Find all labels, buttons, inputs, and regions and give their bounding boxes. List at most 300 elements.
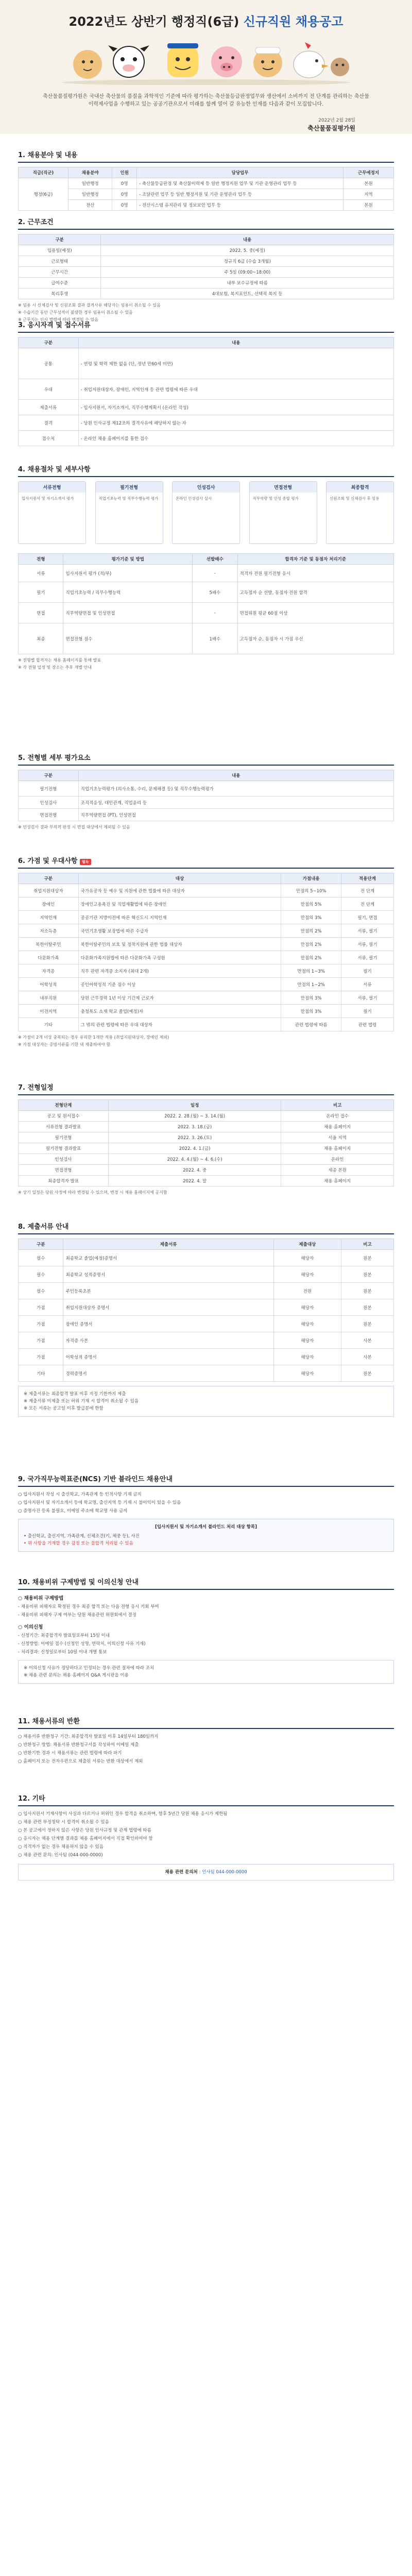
evaluation-table: [18, 770, 394, 821]
notes: [18, 1034, 394, 1048]
step-body: 입사지원서 및 자기소개서 평가: [22, 496, 74, 501]
table-header: 제출대상: [273, 1239, 341, 1250]
section-blind-recruit: [18, 1473, 394, 1552]
step-title: 최종합격: [327, 482, 393, 493]
table-row: [19, 245, 394, 256]
table-cell: 조직적응성, 대인관계, 직업윤리 등: [78, 796, 393, 809]
table-cell: 북한이탈주민의 보호 및 정착지원에 관한 법률 대상자: [78, 938, 281, 951]
table-cell: 만점의 5%: [281, 897, 341, 911]
table-cell: 서류전형 결과발표: [19, 1122, 109, 1132]
section-title: 5. 전형별 세부 평가요소: [18, 752, 394, 766]
table-cell: 원본: [341, 1283, 393, 1299]
table-cell: 해당자: [273, 1299, 341, 1316]
table-cell: 채용 홈페이지: [281, 1143, 394, 1154]
note-line: ※ 가점이 2개 이상 중복되는 경우 유리한 1개만 적용 (취업지원대상자, 장애인 제외): [18, 1035, 169, 1040]
text-line: ○ 반환기한 경과 시 채용서류는 관련 법령에 따라 파기: [18, 1751, 122, 1756]
table-row: [19, 938, 394, 951]
notes: [18, 1189, 394, 1196]
table-cell: 서류: [341, 978, 393, 991]
table-cell: 만점의 2%: [281, 951, 341, 964]
contact-value: 인사팀 044-000-0000: [202, 1870, 247, 1875]
process-step: [326, 481, 394, 544]
hero-banner: [0, 0, 412, 134]
page-title: [0, 11, 412, 29]
text-line: ○ 증명사진 등록 불필요, 이메일 주소에 학교명 사용 금지: [18, 1509, 128, 1514]
table-row: [19, 415, 394, 431]
title-prefix: 2022년도 상반기 행정직(6급): [68, 14, 244, 29]
table-cell: 관련 법령: [341, 1018, 393, 1031]
table-header: 구분: [19, 770, 79, 781]
note-line: ※ 상기 일정은 당원 사정에 따라 변경될 수 있으며, 변경 시 채용 홈페이지에 공지함: [18, 1190, 167, 1195]
step-title: 인성검사: [173, 482, 239, 493]
table-row: [19, 623, 394, 654]
table-cell: 일반행정: [68, 189, 112, 200]
note-line: ※ 근무지는 인사 발령에 따라 변경될 수 있음: [18, 317, 98, 322]
table-cell: 충청북도 소재 학교 졸업(예정)자: [78, 1005, 281, 1018]
table-cell: 공고 및 원서접수: [19, 1111, 109, 1122]
table-row: [19, 178, 394, 189]
text-line: ○ 홈페이지 또는 전자우편으로 제출된 서류는 반환 대상에서 제외: [18, 1759, 143, 1764]
table-row: [19, 991, 394, 1005]
table-cell: 2022. 5. 중(예정): [101, 245, 394, 256]
title-accent: 신규직원 채용공고: [243, 14, 344, 29]
step-body: 직업기초능력 및 직무수행능력 평가: [98, 496, 159, 501]
contact-box: 채용 관련 문의처 : 인사팀 044-000-0000: [18, 1864, 394, 1880]
table-cell: 그 밖의 관련 법령에 따른 우대 대상자: [78, 1018, 281, 1031]
note-line: ※ 제출서류 미제출 또는 허위 기재 시 합격이 취소될 수 있음: [24, 1399, 139, 1404]
table-cell: 2022. 2. 28.(월) ~ 3. 14.(월): [108, 1111, 281, 1122]
notes: [18, 824, 394, 831]
table-cell: 가점: [19, 1349, 63, 1365]
table-cell: 직업기초능력평가 (의사소통, 수리, 문제해결 등) 및 직무수행능력평가: [78, 781, 393, 796]
text-line: ○ 채용서류 반환청구 기간: 최종합격자 발표일 이후 14일부터 180일까지: [18, 1734, 159, 1739]
note-line: ※ 가점 대상자는 증빙서류를 기한 내 제출하여야 함: [18, 1042, 111, 1047]
text-line: ○ 반환청구 방법: 채용서류 반환청구서를 작성하여 이메일 제출: [18, 1742, 139, 1748]
table-cell: 입사지원서 평가 (적/부): [63, 565, 193, 582]
table-cell: 내부 보수규정에 따름: [101, 278, 394, 289]
table-cell: 해당자: [273, 1266, 341, 1283]
section-doc-return: [18, 1716, 394, 1766]
table-cell: 다문화가족지원법에 따른 다문화가족 구성원: [78, 951, 281, 964]
section-process: [18, 464, 394, 671]
table-cell: 필기: [341, 1005, 393, 1018]
table-row: [19, 400, 394, 415]
table-cell: -: [193, 565, 237, 582]
section-title: 11. 채용서류의 반환: [18, 1716, 394, 1729]
table-cell: 고득점자 순, 동점자 시 가점 우선: [237, 623, 393, 654]
note-line: ※ 채용 관련 문의는 채용 홈페이지 Q&A 게시판을 이용: [24, 1673, 129, 1678]
section-title: 9. 국가직무능력표준(NCS) 기반 블라인드 채용안내: [18, 1473, 394, 1487]
section-title: 1. 채용분야 및 내용: [18, 149, 394, 163]
table-row: [19, 809, 394, 821]
table-header: 구분: [19, 1239, 63, 1250]
table-cell: 서류, 필기: [341, 924, 393, 938]
text-line: ○ 입사지원서 작성 시 출신학교, 가족관계 등 인적사항 기재 금지: [18, 1492, 142, 1497]
table-row: [19, 1283, 394, 1299]
table-cell: 근로형태: [19, 256, 101, 267]
table-row: [19, 1365, 394, 1382]
announcement-date: 2022년 2월 28일: [318, 118, 355, 123]
table-row: [19, 1122, 394, 1132]
return-lines: [18, 1733, 394, 1765]
table-cell: 인성검사: [19, 796, 79, 809]
table-header: 구분: [19, 234, 101, 245]
section-title: 10. 채용비위 구제방법 및 이의신청 안내: [18, 1577, 394, 1590]
table-header: 직급(직군): [19, 167, 68, 178]
table-header: 구분: [19, 873, 79, 884]
table-cell: 주민등록초본: [63, 1283, 273, 1299]
note-line: ※ 수습기간 동안 근무성적이 불량한 경우 임용이 취소될 수 있음: [18, 310, 133, 315]
blind-lines: [18, 1491, 394, 1515]
table-cell: 장애인 증명서: [63, 1316, 273, 1332]
table-cell: 면접전형 점수: [63, 623, 193, 654]
section-title-text: 6. 가점 및 우대사항: [18, 857, 78, 865]
text-line: ○ 입사지원서 기재사항이 사실과 다르거나 허위인 경우 합격을 취소하며, 향후 5년간 당원 채용 응시가 제한됨: [18, 1811, 228, 1817]
table-cell: 공통: [19, 348, 79, 379]
table-cell: 만점의 1~2%: [281, 978, 341, 991]
table-row: [19, 603, 394, 623]
table-header: 일정: [108, 1100, 281, 1111]
table-cell: - 취업지원대상자, 장애인, 지역인재 등 관련 법령에 따른 우대: [78, 379, 393, 400]
table-cell: 필수: [19, 1283, 63, 1299]
table-cell: 면접위원 평균 60점 이상: [237, 603, 393, 623]
step-body: 직무역량 및 인성 종합 평가: [252, 496, 299, 501]
box-title: [입사지원서 및 자기소개서 블라인드 처리 대상 항목]: [155, 1524, 257, 1530]
table-cell: 2022. 4. 말: [108, 1176, 281, 1187]
section-bonus-points: [18, 855, 394, 1048]
step-body: 신원조회 및 신체검사 후 임용: [330, 496, 380, 501]
table-cell: 만점의 3%: [281, 911, 341, 924]
table-header: 근무예정지: [344, 167, 394, 178]
process-table: [18, 553, 394, 654]
table-cell: 해당자: [273, 1349, 341, 1365]
table-cell: 세종 본원: [281, 1165, 394, 1176]
schedule-table: [18, 1099, 394, 1187]
table-row: [19, 379, 394, 400]
note-line: • 출신학교, 출신지역, 가족관계, 신체조건(키, 체중 등), 사진: [24, 1534, 140, 1539]
table-cell: 자격증 사본: [63, 1332, 273, 1349]
table-cell: 어학성적 증명서: [63, 1349, 273, 1365]
table-cell: 해당자: [273, 1250, 341, 1266]
table-cell: 국민기초생활 보장법에 따른 수급자: [78, 924, 281, 938]
process-step: [172, 481, 240, 544]
table-row: [19, 951, 394, 964]
table-cell: 본원: [344, 178, 394, 189]
table-header: 채용분야: [68, 167, 112, 178]
table-cell: 지역: [344, 189, 394, 200]
section-title: [18, 855, 394, 869]
section-title: 3. 응시자격 및 접수서류: [18, 319, 394, 333]
table-cell: 가점: [19, 1332, 63, 1349]
section-documents: [18, 1221, 394, 1417]
table-cell: 5배수: [193, 582, 237, 603]
table-cell: 가점: [19, 1316, 63, 1332]
table-row: [19, 1005, 394, 1018]
table-cell: 온라인 접수: [281, 1111, 394, 1122]
table-cell: 최종학교 성적증명서: [63, 1266, 273, 1283]
table-cell: 경력증명서: [63, 1365, 273, 1382]
step-title: 서류전형: [19, 482, 85, 493]
table-row: [19, 897, 394, 911]
table-cell: 0명: [112, 200, 137, 211]
note-line: ※ 모든 서류는 공고일 이후 발급분에 한함: [24, 1406, 104, 1411]
remedy-lines: [18, 1603, 394, 1619]
table-cell: - 당원 인사규정 제12조의 결격사유에 해당하지 않는 자: [78, 415, 393, 431]
contact-label: 채용 관련 문의처: [165, 1870, 198, 1875]
table-header: 합격자 기준 및 동점자 처리기준: [237, 554, 393, 565]
table-header: 비고: [341, 1239, 393, 1250]
table-cell: 전원: [273, 1283, 341, 1299]
table-cell: 기타: [19, 1018, 79, 1031]
table-cell: 1배수: [193, 623, 237, 654]
section-evaluation: [18, 752, 394, 831]
table-cell: 관련 법령에 따름: [281, 1018, 341, 1031]
conditions-table: [18, 234, 394, 299]
table-header: 적용단계: [341, 873, 393, 884]
table-cell: 채용 홈페이지: [281, 1176, 394, 1187]
table-cell: 결격: [19, 415, 79, 431]
note-line: ※ 이의신청 사유가 정당하다고 인정되는 경우 관련 절차에 따라 조치: [24, 1666, 154, 1671]
table-row: [19, 565, 394, 582]
step-title: 면접전형: [250, 482, 317, 493]
table-row: [19, 911, 394, 924]
table-row: [19, 189, 394, 200]
table-cell: 최종학교 졸업(예정)증명서: [63, 1250, 273, 1266]
table-row: [19, 1018, 394, 1031]
org-name: 축산물품질평가원: [307, 125, 355, 132]
table-header: 선발배수: [193, 554, 237, 565]
table-cell: 필수: [19, 1250, 63, 1266]
table-cell: 본원: [344, 200, 394, 211]
table-cell: 해당자: [273, 1316, 341, 1332]
table-cell: 서류, 필기: [341, 991, 393, 1005]
note-line: ※ 임용 시 신체검사 및 신원조회 결과 결격사유 해당자는 임용이 취소될 수 있음: [18, 303, 161, 308]
table-header: 담당업무: [137, 167, 344, 178]
table-cell: 만점의 5~10%: [281, 884, 341, 897]
table-row: [19, 582, 394, 603]
table-row: [19, 289, 394, 299]
table-header: 내용: [78, 770, 393, 781]
table-row: [19, 1349, 394, 1365]
section-title: 7. 전형일정: [18, 1082, 394, 1095]
table-cell: 서울 지역: [281, 1132, 394, 1143]
etc-lines: [18, 1810, 394, 1859]
table-cell: 2022. 3. 18.(금): [108, 1122, 281, 1132]
table-header: 가점내용: [281, 873, 341, 884]
table-cell: -: [193, 603, 237, 623]
table-cell: 원본: [341, 1316, 393, 1332]
process-flow: [18, 481, 394, 544]
table-row: [19, 1111, 394, 1122]
section-recruit-fields: [18, 149, 394, 211]
table-cell: 해당자: [273, 1365, 341, 1382]
table-cell: 일반행정: [68, 178, 112, 189]
table-row: [19, 1332, 394, 1349]
table-cell: 사본: [341, 1332, 393, 1349]
table-cell: - 조달관련 업무 등 일반 행정지원 및 기관 운영관리 업무 등: [137, 189, 344, 200]
table-cell: 어학성적: [19, 978, 79, 991]
table-cell: 2022. 4. 1.(금): [108, 1143, 281, 1154]
table-cell: 면접전형: [19, 809, 79, 821]
table-row: [19, 1266, 394, 1283]
table-cell: 원본: [341, 1365, 393, 1382]
table-cell: 전산: [68, 200, 112, 211]
table-cell: 지역인재: [19, 911, 79, 924]
process-step: [18, 481, 86, 544]
table-cell: - 온라인 채용 홈페이지를 통한 접수: [78, 431, 393, 446]
table-cell: 직무역량면접 및 인성면접: [63, 603, 193, 623]
table-cell: 서류, 필기: [341, 951, 393, 964]
table-cell: 2022. 4. 중: [108, 1165, 281, 1176]
table-row: [19, 884, 394, 897]
table-header: 내용: [78, 337, 393, 348]
documents-notes-box: [18, 1386, 394, 1417]
table-cell: - 연령 및 학력 제한 없음 (단, 정년 만60세 미만): [78, 348, 393, 379]
section-remedy: [18, 1577, 394, 1684]
table-cell: 서류, 필기: [341, 938, 393, 951]
table-cell: 당원 근무경력 1년 이상 기간제 근로자: [78, 991, 281, 1005]
table-cell: 기타: [19, 1365, 63, 1382]
section-work-conditions: [18, 216, 394, 324]
process-step: [95, 481, 163, 544]
table-cell: 복리후생: [19, 289, 101, 299]
table-header: 인원: [112, 167, 137, 178]
table-cell: 행정(6급): [19, 178, 68, 211]
table-row: [19, 924, 394, 938]
note-line: ※ 인성검사 결과 부적격 판정 시 면접 대상에서 제외될 수 있음: [18, 825, 130, 829]
table-cell: 이전지역: [19, 1005, 79, 1018]
table-cell: 0명: [112, 178, 137, 189]
text-line: ○ 본 공고에서 정하지 않은 사항은 당원 인사규정 및 관계 법령에 따름: [18, 1828, 151, 1833]
table-cell: 필기전형 결과발표: [19, 1143, 109, 1154]
table-row: [19, 1250, 394, 1266]
table-cell: 필기전형: [19, 781, 79, 796]
table-cell: 사본: [341, 1349, 393, 1365]
table-cell: 채용 홈페이지: [281, 1122, 394, 1132]
table-cell: 공인어학성적 기준 점수 이상: [78, 978, 281, 991]
table-header: 제출서류: [63, 1239, 273, 1250]
text-line: - 신청기간: 최종합격자 발표일로부터 15일 이내: [18, 1633, 110, 1638]
table-cell: 최종합격자 발표: [19, 1176, 109, 1187]
table-header: 평가기준 및 방법: [63, 554, 193, 565]
table-cell: 해당자: [273, 1332, 341, 1349]
table-cell: 급여수준: [19, 278, 101, 289]
note-line: • 위 사항을 기재할 경우 감점 또는 불합격 처리될 수 있음: [24, 1541, 133, 1546]
table-cell: 전 단계: [341, 897, 393, 911]
table-cell: 취업지원대상자 증명서: [63, 1299, 273, 1316]
section-title: 4. 채용절차 및 세부사항: [18, 464, 394, 477]
required-reading-badge: 필독: [80, 859, 91, 865]
section-etc: [18, 1793, 394, 1880]
table-cell: 전 단계: [341, 884, 393, 897]
section-title: 2. 근무조건: [18, 216, 394, 230]
table-cell: 직무 관련 자격증 소지자 (최대 2개): [78, 964, 281, 978]
table-row: [19, 267, 394, 278]
table-cell: 직업기초능력 / 직무수행능력: [63, 582, 193, 603]
qualification-table: [18, 337, 394, 446]
intro-text: 축산물품질평가원은 국내산 축산물의 품질을 과학적인 기준에 따라 평가하는 축산물등급판정업무와 생산에서 소비까지 전 단계를 관리하는 축산물이력제사업을 수행하고 있는 공공기관으로서 미래를 함께 열어 갈 유능한 인재를 다음과 같이 모집합니다.: [43, 94, 369, 107]
table-cell: 최종: [19, 623, 63, 654]
table-cell: 적격자 전원 필기전형 응시: [237, 565, 393, 582]
table-cell: 임용일(예정): [19, 245, 101, 256]
table-cell: 필기, 면접: [341, 911, 393, 924]
table-row: [19, 1299, 394, 1316]
table-row: [19, 1154, 394, 1165]
sub-heading: ○ 채용비위 구제방법: [18, 1596, 64, 1601]
documents-table: [18, 1239, 394, 1382]
table-cell: 면접전형: [19, 1165, 109, 1176]
table-cell: 만점의 3%: [281, 991, 341, 1005]
table-cell: 필기: [341, 964, 393, 978]
text-line: - 처리결과: 신청일로부터 10일 이내 개별 통보: [18, 1650, 107, 1655]
table-row: [19, 431, 394, 446]
table-cell: 원본: [341, 1299, 393, 1316]
table-cell: 만점의 3%: [281, 1005, 341, 1018]
section-title: 12. 기타: [18, 1793, 394, 1806]
sub-heading: ○ 이의신청: [18, 1624, 43, 1630]
table-cell: 접수처: [19, 431, 79, 446]
table-row: [19, 256, 394, 267]
table-cell: 정규직 6급 (수습 3개월): [101, 256, 394, 267]
table-cell: 필기: [19, 582, 63, 603]
text-line: ○ 적격자가 없는 경우 채용하지 않을 수 있음: [18, 1844, 104, 1850]
remedy-box: [18, 1660, 394, 1684]
table-cell: 근무시간: [19, 267, 101, 278]
note-line: ※ 제출서류는 최종합격 발표 이후 지정 기한까지 제출: [24, 1392, 126, 1397]
table-row: [19, 348, 394, 379]
bonus-table: [18, 873, 394, 1031]
table-cell: 2022. 4. 4.(월) ~ 4. 6.(수): [108, 1154, 281, 1165]
table-cell: 주 5일 (09:00~18:00): [101, 267, 394, 278]
notes: [18, 657, 394, 671]
table-cell: 만점의 2%: [281, 938, 341, 951]
table-row: [19, 200, 394, 211]
table-cell: 온라인: [281, 1154, 394, 1165]
note-line: ※ 각 전형 일정 및 장소는 추후 개별 안내: [18, 665, 92, 670]
note-line: ※ 전형별 합격자는 채용 홈페이지를 통해 발표: [18, 658, 101, 663]
table-row: [19, 781, 394, 796]
table-cell: 저소득층: [19, 924, 79, 938]
table-cell: 서류: [19, 565, 63, 582]
table-cell: 필기전형: [19, 1132, 109, 1143]
table-cell: 고득점자 순 선발, 동점자 전원 합격: [237, 582, 393, 603]
section-qualifications: [18, 319, 394, 446]
table-row: [19, 1316, 394, 1332]
table-cell: 직무역량면접 (PT), 인성면접: [78, 809, 393, 821]
table-header: 비고: [281, 1100, 394, 1111]
table-cell: 원본: [341, 1250, 393, 1266]
process-step: [249, 481, 317, 544]
table-cell: 국가유공자 등 예우 및 지원에 관한 법률에 따른 대상자: [78, 884, 281, 897]
table-cell: 면접: [19, 603, 63, 623]
table-row: [19, 964, 394, 978]
table-cell: 제출서류: [19, 400, 79, 415]
table-cell: 취업지원대상자: [19, 884, 79, 897]
table-cell: 원본: [341, 1266, 393, 1283]
table-header: 대상: [78, 873, 281, 884]
text-line: - 채용비위 피해자로 확정된 경우 최종 합격 또는 다음 전형 응시 기회 부여: [18, 1604, 159, 1609]
table-cell: - 전산시스템 유지관리 및 정보보안 업무 등: [137, 200, 344, 211]
table-cell: - 입사지원서, 자기소개서, 직무수행계획서 (온라인 작성): [78, 400, 393, 415]
text-line: ○ 응시자는 채용 단계별 결과를 채용 홈페이지에서 직접 확인하여야 함: [18, 1836, 153, 1841]
objection-lines: [18, 1632, 394, 1656]
table-cell: 공공기관 지방이전에 따른 혁신도시 지역인재: [78, 911, 281, 924]
table-cell: 0명: [112, 189, 137, 200]
table-header: 전형: [19, 554, 63, 565]
table-cell: 만점의 1~3%: [281, 964, 341, 978]
table-row: [19, 978, 394, 991]
table-cell: 2022. 3. 26.(토): [108, 1132, 281, 1143]
